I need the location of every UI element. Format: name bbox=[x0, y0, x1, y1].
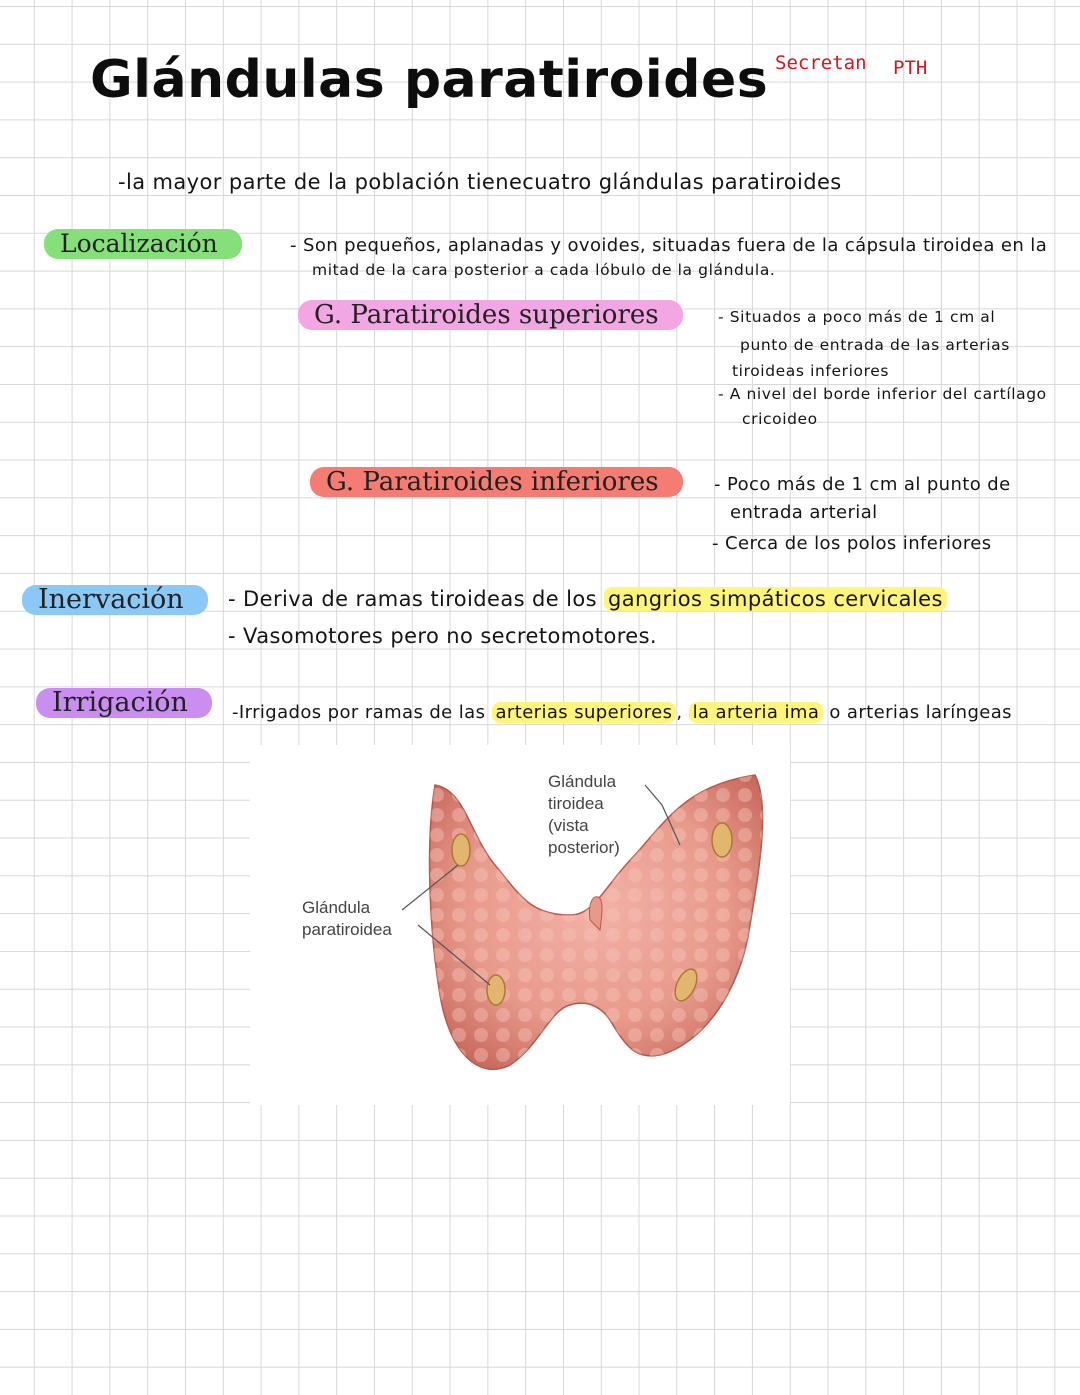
irrigacion-line bbox=[232, 702, 1012, 723]
tag-localizacion: Localización bbox=[44, 229, 242, 259]
thyroid-figure bbox=[250, 745, 790, 1105]
superiores-note-5: cricoideo bbox=[742, 410, 818, 428]
superiores-note-4: - A nivel del borde inferior del cartílago bbox=[718, 385, 1047, 403]
highlight-arteria-ima: la arteria ima bbox=[689, 702, 824, 723]
superiores-note-3: tiroideas inferiores bbox=[732, 362, 890, 380]
label-thyroid-1: Glándula bbox=[548, 772, 617, 791]
parathyroid-gland-upper-left bbox=[452, 834, 470, 866]
inferiores-note-3: - Cerca de los polos inferiores bbox=[712, 533, 992, 554]
parathyroid-gland-lower-left bbox=[487, 975, 505, 1005]
tag-irrigacion: Irrigación bbox=[36, 688, 212, 718]
inferiores-note-2: entrada arterial bbox=[730, 502, 878, 523]
tag-paratiroides-inferiores: G. Paratiroides inferiores bbox=[310, 467, 683, 497]
tag-inervacion: Inervación bbox=[22, 585, 208, 615]
inervacion-line-1-text: - Deriva de ramas tiroideas de los bbox=[228, 587, 597, 611]
irrigacion-prefix: -Irrigados por ramas de las bbox=[232, 702, 486, 723]
superiores-note-2: punto de entrada de las arterias bbox=[740, 336, 1010, 354]
page-title: Glándulas paratiroides bbox=[90, 50, 769, 110]
inferiores-note-1: - Poco más de 1 cm al punto de bbox=[714, 474, 1011, 495]
secretion-label: Secretan bbox=[775, 52, 867, 74]
label-parathyroid-1: Glándula bbox=[302, 898, 371, 917]
localizacion-line-1: - Son pequeños, aplanadas y ovoides, situadas fuera de la cápsula tiroidea en la bbox=[290, 235, 1048, 256]
irrigacion-suffix: o arterias laríngeas bbox=[829, 702, 1012, 723]
inervacion-line-2: - Vasomotores pero no secretomotores. bbox=[228, 624, 657, 648]
label-thyroid-2: tiroidea bbox=[548, 794, 604, 813]
label-thyroid-3: (vista bbox=[548, 816, 589, 835]
inervacion-line-1 bbox=[228, 587, 947, 611]
label-thyroid-4: posterior) bbox=[548, 838, 620, 857]
irrigacion-comma: , bbox=[676, 702, 683, 723]
highlight-gangrios: gangrios simpáticos cervicales bbox=[604, 587, 947, 611]
highlight-arterias-superiores: arterias superiores bbox=[492, 702, 677, 723]
secretion-value: PTH bbox=[893, 57, 928, 79]
tag-paratiroides-superiores: G. Paratiroides superiores bbox=[298, 300, 683, 330]
label-parathyroid-2: paratiroidea bbox=[302, 920, 392, 939]
intro-line: -la mayor parte de la población tienecuatro glándulas paratiroides bbox=[118, 170, 842, 194]
superiores-note-1: - Situados a poco más de 1 cm al bbox=[718, 308, 996, 326]
localizacion-line-2: mitad de la cara posterior a cada lóbulo de la glándula. bbox=[312, 261, 776, 279]
parathyroid-gland-upper-right bbox=[712, 823, 732, 857]
thyroid-illustration bbox=[250, 745, 790, 1105]
